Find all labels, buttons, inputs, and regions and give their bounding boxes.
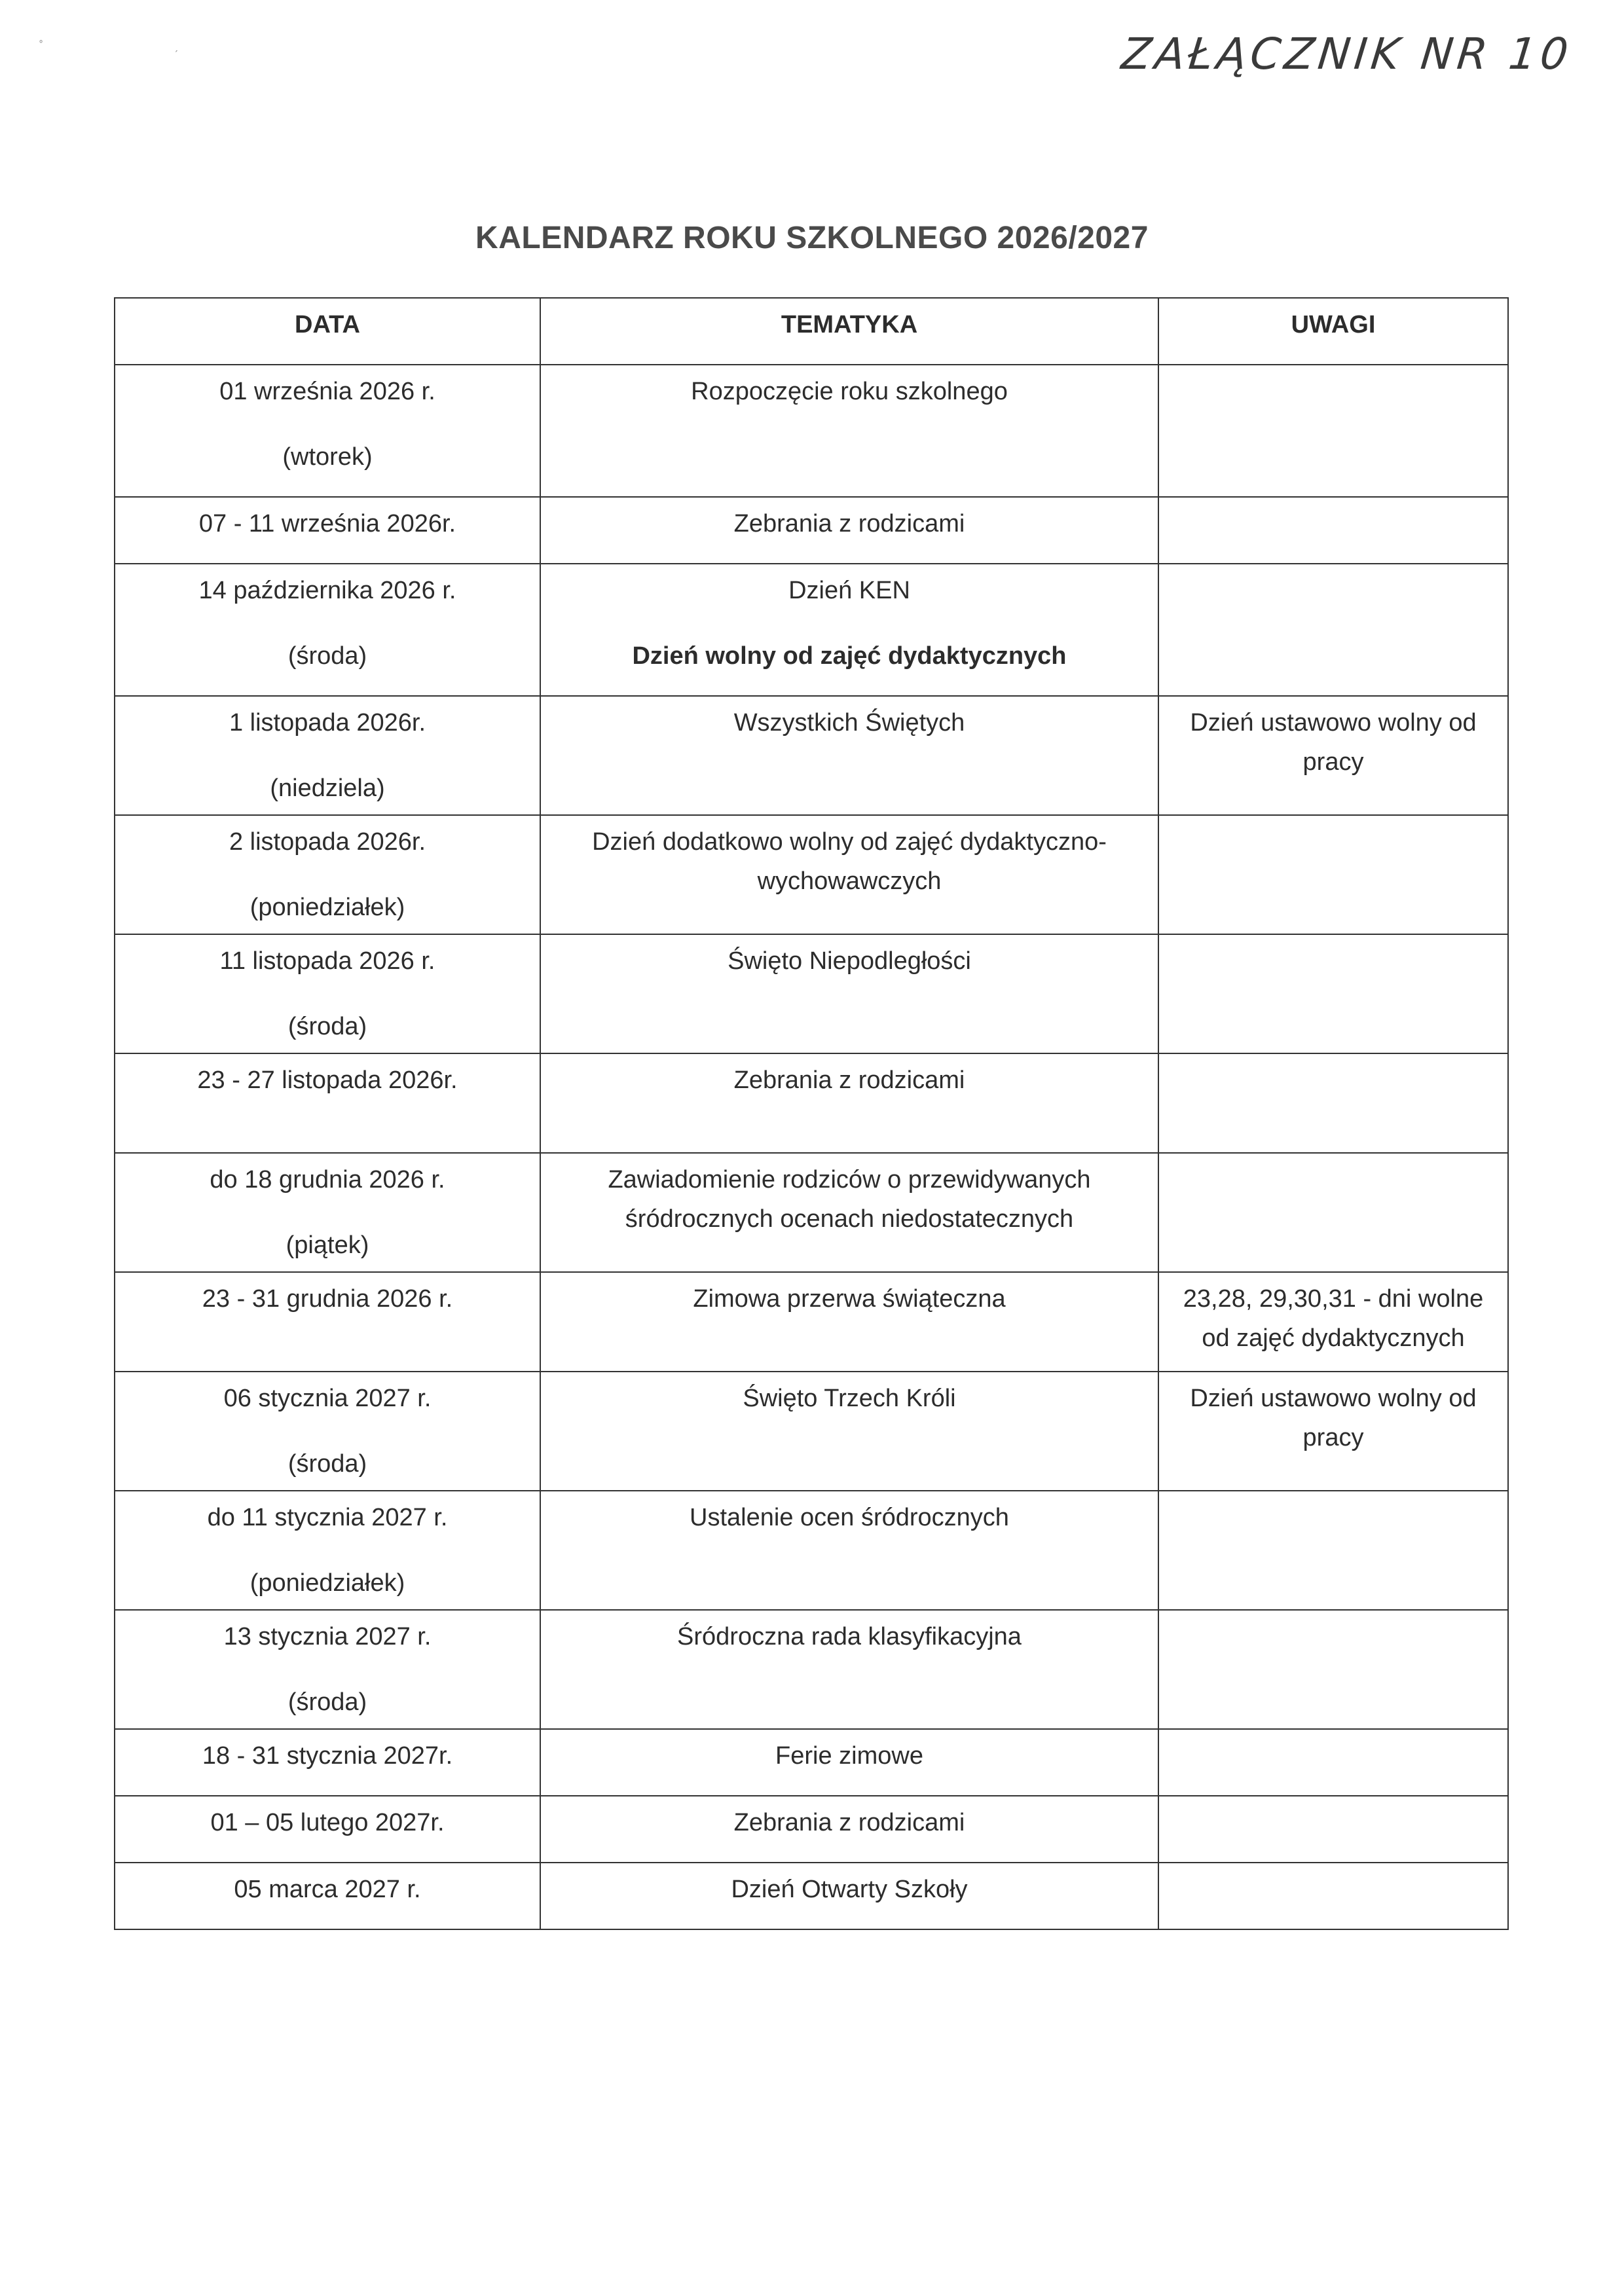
notes-cell xyxy=(1158,1153,1508,1272)
date-text: 2 listopada 2026r. xyxy=(229,828,426,856)
date-cell xyxy=(115,934,540,1053)
topic-cell xyxy=(540,564,1158,696)
weekday-text: (piątek) xyxy=(286,1231,369,1259)
header-date: DATA xyxy=(115,298,540,365)
table-row xyxy=(115,1053,1508,1153)
topic-text: Dzień dodatkowo wolny od zajęć dydaktyczno-wychowawczych xyxy=(592,828,1107,895)
table-row xyxy=(115,1863,1508,1929)
topic-cell xyxy=(540,1729,1158,1796)
date-text: 06 stycznia 2027 r. xyxy=(223,1385,432,1412)
topic-text: Święto Trzech Króli xyxy=(743,1385,956,1412)
date-cell xyxy=(115,1729,540,1796)
header-topic: TEMATYKA xyxy=(540,298,1158,365)
date-text: 23 - 27 listopada 2026r. xyxy=(197,1066,458,1094)
date-text: 13 stycznia 2027 r. xyxy=(223,1623,432,1650)
weekday-text: (niedziela) xyxy=(270,774,385,802)
date-cell xyxy=(115,1610,540,1729)
date-cell xyxy=(115,696,540,815)
notes-cell xyxy=(1158,1729,1508,1796)
topic-cell xyxy=(540,1053,1158,1153)
date-text: 14 października 2026 r. xyxy=(198,577,456,604)
date-text: do 11 stycznia 2027 r. xyxy=(207,1504,448,1531)
topic-cell xyxy=(540,696,1158,815)
date-cell xyxy=(115,497,540,564)
table-row xyxy=(115,1491,1508,1610)
topic-text: Śródroczna rada klasyfikacyjna xyxy=(677,1623,1022,1650)
document-title: KALENDARZ ROKU SZKOLNEGO 2026/2027 xyxy=(475,221,1149,255)
topic-cell xyxy=(540,1610,1158,1729)
topic-text: Zebrania z rodzicami xyxy=(733,510,965,538)
topic-cell xyxy=(540,1272,1158,1372)
date-cell xyxy=(115,1863,540,1929)
date-text: 01 września 2026 r. xyxy=(219,378,435,405)
table-row xyxy=(115,815,1508,934)
notes-cell: Dzień ustawowo wolny od pracy xyxy=(1158,1372,1508,1491)
topic-cell xyxy=(540,1863,1158,1929)
notes-cell xyxy=(1158,1796,1508,1863)
notes-cell xyxy=(1158,815,1508,934)
notes-cell xyxy=(1158,497,1508,564)
topic-cell xyxy=(540,934,1158,1053)
topic-bold-text: Dzień wolny od zajęć dydaktycznych xyxy=(632,642,1067,670)
table-row xyxy=(115,934,1508,1053)
date-cell xyxy=(115,1272,540,1372)
scan-specks: ˚ ˏ xyxy=(39,39,179,52)
date-text: do 18 grudnia 2026 r. xyxy=(210,1166,445,1194)
table-row xyxy=(115,1796,1508,1863)
topic-cell xyxy=(540,1372,1158,1491)
date-cell xyxy=(115,1053,540,1153)
date-text: 07 - 11 września 2026r. xyxy=(198,510,456,538)
notes-cell xyxy=(1158,564,1508,696)
table-row xyxy=(115,497,1508,564)
table-header-row xyxy=(115,298,1508,365)
notes-cell xyxy=(1158,1863,1508,1929)
topic-text: Ferie zimowe xyxy=(775,1742,923,1770)
date-cell xyxy=(115,564,540,696)
topic-text: Zawiadomienie rodziców o przewidywanych śródrocznych ocenach niedostatecznych xyxy=(608,1166,1091,1233)
topic-cell xyxy=(540,1153,1158,1272)
topic-text: Ustalenie ocen śródrocznych xyxy=(690,1504,1009,1531)
topic-text: Dzień Otwarty Szkoły xyxy=(731,1876,968,1903)
topic-text: Zimowa przerwa świąteczna xyxy=(693,1285,1006,1313)
date-cell xyxy=(115,815,540,934)
topic-text: Dzień KEN xyxy=(788,577,910,604)
table-row xyxy=(115,1610,1508,1729)
table-row xyxy=(115,564,1508,696)
table-row xyxy=(115,1372,1508,1491)
date-text: 18 - 31 stycznia 2027r. xyxy=(202,1742,453,1770)
notes-cell xyxy=(1158,1491,1508,1610)
date-cell xyxy=(115,1372,540,1491)
notes-cell: 23,28, 29,30,31 - dni wolne od zajęć dydaktycznych xyxy=(1158,1272,1508,1372)
notes-cell xyxy=(1158,1053,1508,1153)
weekday-text: (wtorek) xyxy=(282,443,373,471)
topic-text: Święto Niepodległości xyxy=(728,947,971,975)
school-calendar-table xyxy=(114,297,1509,1930)
topic-cell xyxy=(540,815,1158,934)
date-text: 05 marca 2027 r. xyxy=(234,1876,421,1903)
date-text: 01 – 05 lutego 2027r. xyxy=(210,1809,445,1836)
table-row xyxy=(115,696,1508,815)
weekday-text: (środa) xyxy=(287,1688,367,1716)
date-cell xyxy=(115,1491,540,1610)
date-text: 1 listopada 2026r. xyxy=(229,709,426,737)
notes-cell xyxy=(1158,365,1508,497)
date-text: 23 - 31 grudnia 2026 r. xyxy=(202,1285,453,1313)
attachment-annotation: ZAŁĄCZNIK NR 10 xyxy=(1118,29,1575,79)
table-row xyxy=(115,1153,1508,1272)
weekday-text: (środa) xyxy=(287,1450,367,1478)
table-row xyxy=(115,365,1508,497)
table-row xyxy=(115,1272,1508,1372)
notes-cell xyxy=(1158,934,1508,1053)
topic-cell xyxy=(540,1491,1158,1610)
date-text: 11 listopada 2026 r. xyxy=(219,947,435,975)
notes-cell xyxy=(1158,1610,1508,1729)
weekday-text: (środa) xyxy=(287,1013,367,1040)
topic-cell xyxy=(540,1796,1158,1863)
date-cell xyxy=(115,1796,540,1863)
topic-cell xyxy=(540,497,1158,564)
topic-text: Zebrania z rodzicami xyxy=(733,1066,965,1094)
header-notes: UWAGI xyxy=(1158,298,1508,365)
weekday-text: (poniedziałek) xyxy=(249,1569,405,1597)
topic-text: Zebrania z rodzicami xyxy=(733,1809,965,1836)
topic-cell xyxy=(540,365,1158,497)
topic-text: Wszystkich Świętych xyxy=(733,709,965,737)
date-cell xyxy=(115,1153,540,1272)
date-cell xyxy=(115,365,540,497)
notes-cell: Dzień ustawowo wolny od pracy xyxy=(1158,696,1508,815)
weekday-text: (środa) xyxy=(287,642,367,670)
table-row xyxy=(115,1729,1508,1796)
weekday-text: (poniedziałek) xyxy=(249,894,405,921)
topic-text: Rozpoczęcie roku szkolnego xyxy=(691,378,1008,405)
